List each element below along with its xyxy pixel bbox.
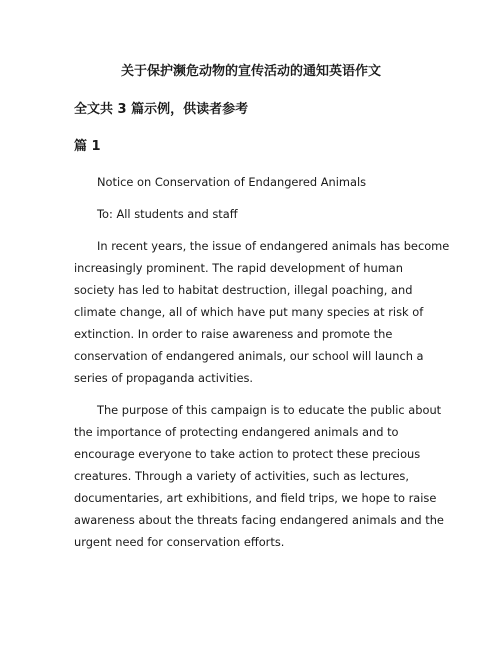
paragraph-line: conservation of endangered animals, our school will launch a	[74, 349, 424, 363]
paragraph-line: creatures. Through a variety of activities, such as lectures,	[74, 469, 409, 483]
paragraph-line: series of propaganda activities.	[74, 371, 254, 385]
paragraph-line: extinction. In order to raise awareness and promote the	[74, 327, 393, 341]
paragraph-line: increasingly prominent. The rapid development of human	[74, 261, 403, 275]
document-subtitle: 全文共 3 篇示例，供读者参考	[74, 102, 249, 117]
paragraph-line: climate change, all of which have put many species at risk of	[74, 305, 424, 319]
paragraph-line: documentaries, art exhibitions, and field trips, we hope to raise	[74, 491, 437, 505]
recipients-line: To: All students and staff	[97, 207, 238, 221]
paragraph-line: awareness about the threats facing endangered animals and the	[74, 513, 444, 527]
paragraph-line: urgent need for conservation efforts.	[74, 535, 285, 549]
paragraph-line: encourage everyone to take action to protect these precious	[74, 447, 421, 461]
notice-title: Notice on Conservation of Endangered Animals	[97, 175, 367, 189]
section-heading: 篇 1	[74, 139, 101, 154]
document-title: 关于保护濒危动物的宣传活动的通知英语作文	[120, 64, 381, 79]
paragraph-line: the importance of protecting endangered animals and to	[74, 425, 399, 439]
paragraph-line: society has led to habitat destruction, illegal poaching, and	[74, 283, 413, 297]
paragraph-line: The purpose of this campaign is to educate the public about	[97, 403, 442, 417]
paragraph-line: In recent years, the issue of endangered animals has become	[97, 239, 450, 253]
